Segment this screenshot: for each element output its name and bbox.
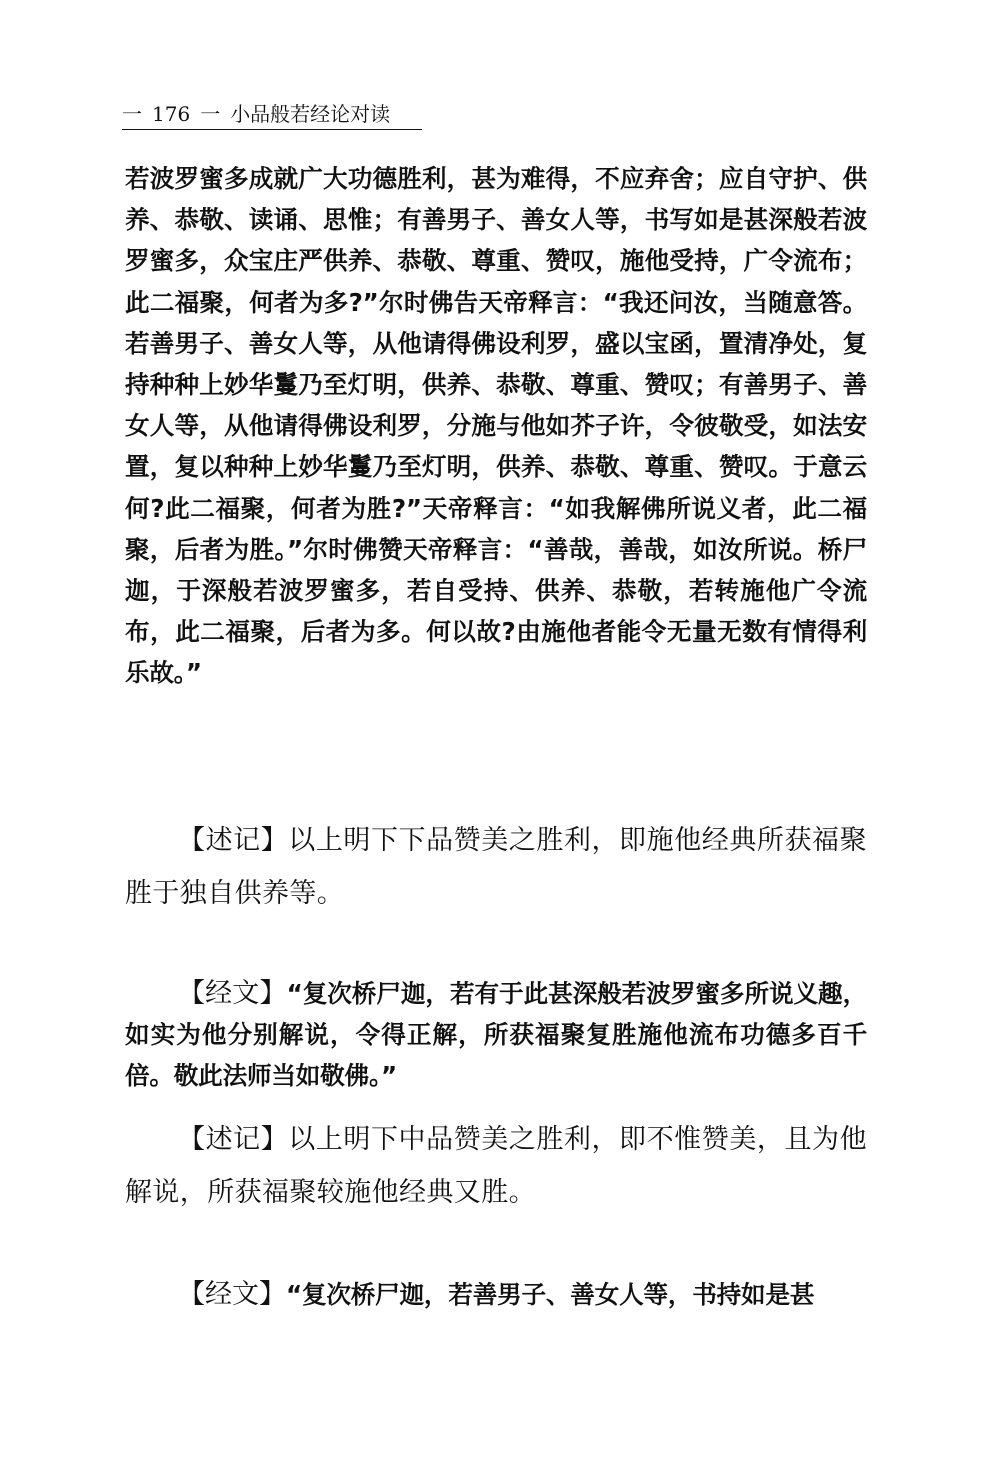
sutra-text: “复次桥尸迦，若有于此甚深般若波罗蜜多所说义趣，如实为他分别解说，令得正解，所获福聚复胜施他流布功德多百千倍。敬此法师当如敬佛。”	[125, 979, 867, 1091]
commentary-text: 以上明下中品赞美之胜利，即不惟赞美，且为他解说，所获福聚较施他经典又胜。	[125, 1124, 867, 1208]
commentary-paragraph	[125, 1113, 867, 1219]
sutra-paragraph	[125, 973, 867, 1097]
page-number: 176	[152, 102, 191, 126]
sutra-text: 若波罗蜜多成就广大功德胜利，甚为难得，不应弃舍；应自守护、供养、恭敬、读诵、思惟；有善男子、善女人等，书写如是甚深般若波罗蜜多，众宝庄严供养、恭敬、尊重、赞叹，施他受持，广令流布；此二福聚，何者为多?”尔时佛告天帝释言：“我还问汝，当随意答。若善男子、善女人等，从他请得佛设利罗，盛以宝函，置清净处，复持种种上妙华鬘乃至灯明，供养、恭敬、尊重、赞叹；有善男子、善女人等，从他请得佛设利罗，分施与他如芥子许，令彼敬受，如法安置，复以种种上妙华鬘乃至灯明，供养、恭敬、尊重、赞叹。于意云何?此二福聚，何者为胜?”天帝释言：“如我解佛所说义者，此二福聚，后者为胜。”尔时佛赞天帝释言：“善哉，善哉，如汝所说。桥尸迦，于深般若波罗蜜多，若自受持、供养、恭敬，若转施他广令流布，此二福聚，后者为多。何以故?由施他者能令无量无数有情得利乐故。”	[125, 164, 867, 688]
header-dash-left: 一	[122, 102, 142, 126]
sutra-tag: 【经文】	[178, 978, 287, 1009]
commentary-tag: 【述记】	[178, 1124, 289, 1155]
header-dash-right: 一	[200, 102, 221, 126]
commentary-text: 以上明下下品赞美之胜利，即施他经典所获福聚胜于独自供养等。	[125, 825, 867, 909]
sutra-paragraph	[125, 1274, 867, 1315]
commentary-tag: 【述记】	[178, 825, 289, 856]
sutra-paragraph-continued	[125, 158, 867, 694]
running-header	[122, 98, 422, 130]
sutra-tag: 【经文】	[178, 1279, 286, 1310]
commentary-paragraph	[125, 814, 867, 920]
sutra-text: “复次桥尸迦，若善男子、善女人等，书持如是甚	[286, 1280, 815, 1309]
book-title: 小品般若经论对读	[230, 102, 391, 126]
